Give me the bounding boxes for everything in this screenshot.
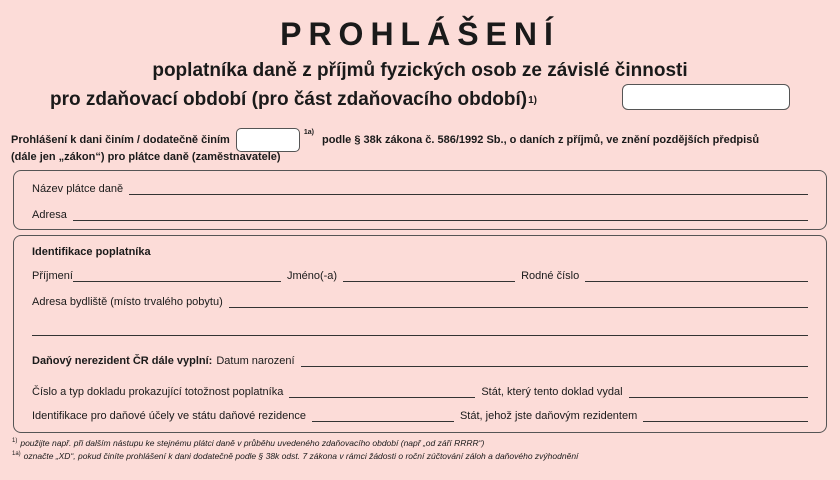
nonresident-row	[32, 351, 808, 367]
taxid-field[interactable]	[312, 409, 454, 422]
firstname-label: Jméno(-a)	[286, 270, 338, 282]
period-label: pro zdaňovací období (pro část zdaňovacího období)	[50, 89, 528, 110]
taxid-label: Identifikace pro daňové účely ve státu daňové rezidence	[32, 410, 306, 422]
resident-state-label: Stát, jehož jste daňovým rezidentem	[459, 410, 638, 422]
taxid-row	[32, 406, 808, 422]
footnote-1a	[12, 449, 832, 462]
payer-address-label: Adresa	[32, 209, 67, 221]
taxpayer-panel	[13, 235, 827, 433]
document-label: Číslo a typ dokladu prokazující totožnost poplatníka	[32, 386, 284, 398]
birthdate-label: Datum narození	[216, 355, 295, 367]
declaration-prefix: Prohlášení k dani činím / dodatečně činím	[11, 133, 230, 146]
period-input[interactable]	[622, 84, 790, 110]
surname-field[interactable]	[73, 269, 281, 282]
nonresident-label: Daňový nerezident ČR dále vyplní:	[32, 355, 213, 367]
name-row	[32, 266, 808, 282]
taxpayer-heading: Identifikace poplatníka	[32, 246, 151, 258]
footnote-1a-mark: 1a)	[12, 450, 21, 457]
payer-panel	[13, 170, 827, 230]
payer-address-field[interactable]	[73, 208, 808, 221]
residence-field[interactable]	[229, 295, 808, 308]
payer-name-field[interactable]	[129, 182, 808, 195]
residence-row-2	[32, 320, 808, 336]
document-state-field[interactable]	[629, 385, 808, 398]
payer-name-label: Název plátce daně	[32, 183, 124, 195]
document-field[interactable]	[289, 385, 475, 398]
birthnum-label: Rodné číslo	[521, 270, 580, 282]
declaration-footnote-mark: 1a)	[303, 129, 314, 136]
birthdate-field[interactable]	[301, 354, 808, 367]
document-state-label: Stát, který tento doklad vydal	[481, 386, 623, 398]
form-title: PROHLÁŠENÍ	[280, 16, 560, 52]
footnote-1a-text: označte „XD“, pokud činíte prohlášení k dani dodatečně podle § 38k odst. 7 zákona v rámci žádosti o roční zúčtování záloh a daňového zvýhodnění	[23, 450, 579, 461]
payer-address-row	[32, 205, 808, 221]
taxpayer-heading-row	[32, 242, 808, 258]
footnotes	[12, 436, 832, 462]
residence-field-2[interactable]	[32, 323, 808, 336]
period-footnote-mark: 1)	[528, 94, 538, 106]
declaration-text-2: (dále jen „zákon“) pro plátce daně (zaměstnavatele)	[11, 151, 281, 163]
declaration-text-1: podle § 38k zákona č. 586/1992 Sb., o daních z příjmů, ve znění pozdějších předpisů	[321, 133, 760, 146]
residence-label: Adresa bydliště (místo trvalého pobytu)	[32, 296, 223, 308]
form-subtitle: poplatníka daně z příjmů fyzických osob ze závislé činnosti	[152, 60, 688, 81]
period-label-row	[50, 86, 537, 114]
footnote-1-text: použijte např. při dalším nástupu ke stejnému plátci daně v průběhu uvedeného zdaňovacího období (např „od září RRRR“)	[20, 437, 485, 448]
birthnum-field[interactable]	[585, 269, 808, 282]
document-row	[32, 382, 808, 398]
resident-state-field[interactable]	[643, 409, 808, 422]
residence-row	[32, 292, 808, 308]
surname-label: Příjmení	[32, 270, 73, 282]
firstname-field[interactable]	[343, 269, 515, 282]
footnote-1	[12, 436, 832, 449]
footnote-1-mark: 1)	[12, 438, 18, 444]
declaration-statement	[11, 128, 833, 166]
payer-name-row	[32, 179, 808, 195]
